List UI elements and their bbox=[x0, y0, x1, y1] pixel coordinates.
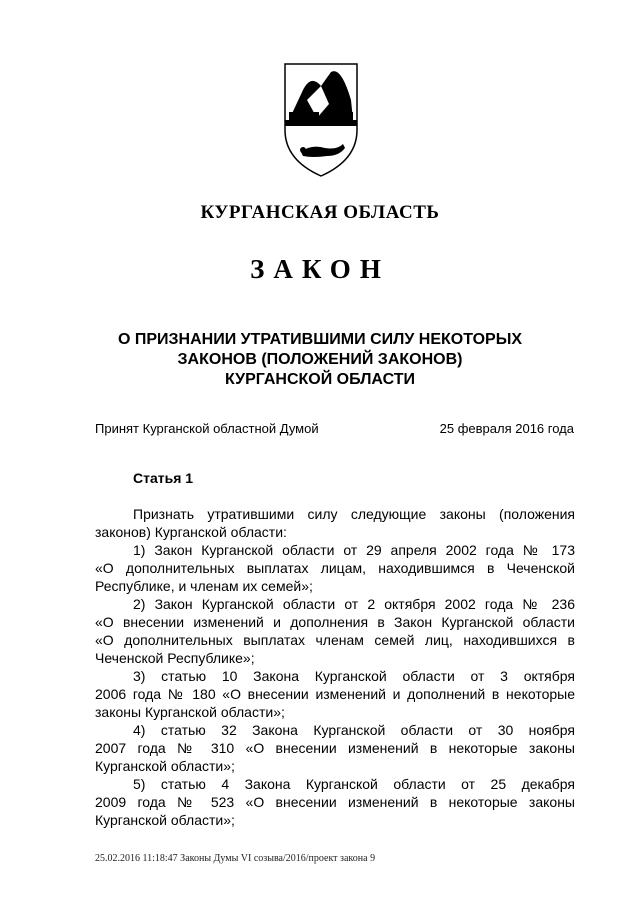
law-title-line: КУРГАНСКОЙ ОБЛАСТИ bbox=[224, 371, 416, 388]
body-line: Курганской области»; bbox=[95, 758, 235, 774]
body-line: 5) статью 4 Закона Курганской области от 25 декабря bbox=[133, 776, 575, 792]
body-line: «О дополнительных выплатах членам семей лиц, находившихся в bbox=[95, 632, 575, 648]
body-line: 2) Закон Курганской области от 2 октября 2002 года № 236 bbox=[133, 596, 575, 612]
law-title bbox=[80, 330, 560, 390]
body-line: Чеченской Республике»; bbox=[95, 650, 255, 666]
footer-note: 25.02.2016 11:18:47 Законы Думы VI созыва/2016/проект закона 9 bbox=[95, 853, 376, 864]
body-line: 2007 года № 310 «О внесении изменений в некоторые законы bbox=[95, 740, 575, 756]
article-body bbox=[95, 505, 575, 829]
body-line: Признать утратившими силу следующие законы (положения bbox=[133, 506, 575, 522]
body-line: 4) статью 32 Закона Курганской области от 30 ноября bbox=[133, 722, 575, 738]
body-line: 2006 года № 180 «О внесении изменений и дополнений в некоторые bbox=[95, 686, 575, 702]
adopted-by: Принят Курганской областной Думой bbox=[95, 421, 319, 436]
document-type: ЗАКОН bbox=[250, 254, 390, 284]
body-line: Республике, и членам их семей»; bbox=[95, 578, 313, 594]
body-line: Курганской области»; bbox=[95, 812, 235, 828]
body-line: 3) статью 10 Закона Курганской области от 3 октября bbox=[133, 668, 575, 684]
body-line: законы Курганской области»; bbox=[95, 704, 285, 720]
body-line: законов) Курганской области: bbox=[95, 524, 287, 540]
body-line: «О внесении изменений и дополнения в Закон Курганской области bbox=[95, 614, 575, 630]
body-line: «О дополнительных выплатах лицам, находившимся в Чеченской bbox=[95, 560, 575, 576]
law-title-line: О ПРИЗНАНИИ УТРАТИВШИМИ СИЛУ НЕКОТОРЫХ bbox=[117, 331, 523, 348]
article-heading: Статья 1 bbox=[133, 470, 194, 486]
body-line: 1) Закон Курганской области от 29 апреля 2002 года № 173 bbox=[133, 542, 575, 558]
coat-of-arms-emblem bbox=[281, 60, 361, 180]
region-name: КУРГАНСКАЯ ОБЛАСТЬ bbox=[200, 202, 440, 223]
adoption-date: 25 февраля 2016 года bbox=[439, 421, 574, 436]
law-title-line: ЗАКОНОВ (ПОЛОЖЕНИЙ ЗАКОНОВ) bbox=[177, 351, 463, 368]
body-line: 2009 года № 523 «О внесении изменений в некоторые законы bbox=[95, 794, 575, 810]
